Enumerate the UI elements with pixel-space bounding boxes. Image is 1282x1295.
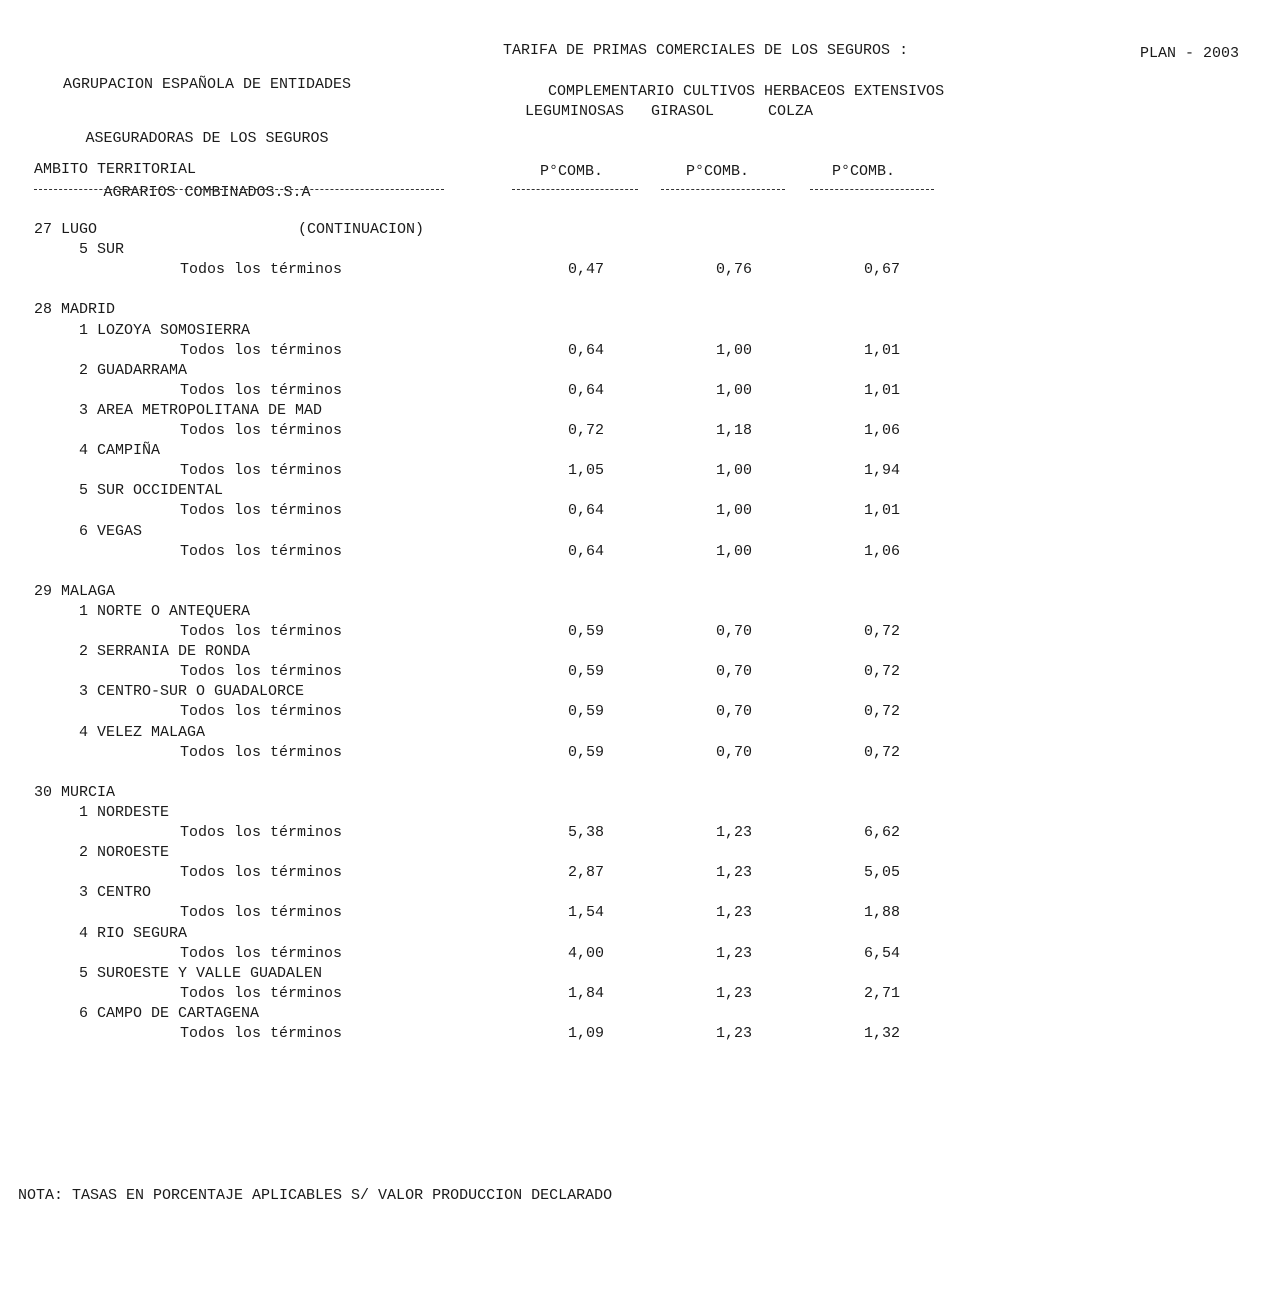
value-leguminosas: 0,59 — [567, 703, 604, 721]
table-row — [0, 382, 1282, 402]
zone-row — [0, 643, 1282, 663]
value-colza: 6,62 — [863, 824, 900, 841]
value-colza: 1,88 — [863, 904, 900, 922]
term-label: Todos los términos — [180, 422, 343, 439]
zone-row — [0, 442, 1282, 462]
value-colza: 0,72 — [863, 743, 900, 761]
zone-row — [0, 683, 1282, 703]
zone-name: 3 CENTRO-SUR O GUADALORCE — [79, 683, 305, 701]
term-label: Todos los términos — [180, 864, 343, 882]
zone-name: 1 NORTE O ANTEQUERA — [79, 602, 251, 620]
zone-name: 6 CAMPO DE CARTAGENA — [79, 1004, 260, 1022]
table-row — [0, 703, 1282, 723]
value-girasol: 1,00 — [715, 502, 752, 520]
value-leguminosas: 0,59 — [567, 743, 604, 761]
value-colza: 2,71 — [863, 984, 900, 1002]
value-leguminosas: 1,05 — [567, 462, 604, 480]
org-line-1: AGRUPACION ESPAÑOLA DE ENTIDADES — [62, 76, 352, 93]
value-leguminosas: 1,84 — [567, 984, 604, 1002]
value-colza: 6,54 — [863, 944, 900, 962]
column-header-territory: AMBITO TERRITORIAL — [34, 161, 197, 178]
column-header-girasol: P°COMB. — [686, 163, 750, 180]
org-line-3: AGRARIOS COMBINADOS.S.A — [103, 184, 311, 201]
province-row — [0, 784, 1282, 804]
value-colza: 0,72 — [863, 623, 900, 640]
footer-note: NOTA: TASAS EN PORCENTAJE APLICABLES S/ VALOR PRODUCCION DECLARADO — [18, 1187, 613, 1204]
value-girasol: 1,23 — [715, 904, 752, 922]
value-colza: 1,01 — [863, 341, 900, 359]
table-row — [0, 904, 1282, 924]
table-row — [0, 543, 1282, 563]
zone-row — [0, 241, 1282, 261]
zone-name: 2 SERRANIA DE RONDA — [79, 643, 251, 661]
zone-row — [0, 724, 1282, 744]
term-label: Todos los términos — [180, 502, 343, 520]
value-leguminosas: 0,59 — [567, 623, 604, 640]
value-leguminosas: 0,47 — [567, 261, 604, 279]
zone-row — [0, 925, 1282, 945]
table-row — [0, 744, 1282, 764]
term-label: Todos los términos — [180, 824, 343, 841]
value-colza: 1,06 — [863, 542, 900, 560]
value-girasol: 1,00 — [715, 341, 752, 359]
table-row — [0, 502, 1282, 522]
value-girasol: 1,00 — [715, 542, 752, 560]
zone-name: 4 RIO SEGURA — [79, 924, 188, 942]
value-leguminosas: 4,00 — [567, 944, 604, 962]
value-girasol: 0,70 — [715, 663, 752, 681]
column-header-colza: P°COMB. — [832, 163, 896, 180]
province-row — [0, 301, 1282, 321]
zone-row — [0, 804, 1282, 824]
value-colza: 1,06 — [863, 422, 900, 439]
term-label: Todos los términos — [180, 743, 343, 761]
org-line-2: ASEGURADORAS DE LOS SEGUROS — [85, 130, 329, 147]
value-colza: 5,05 — [863, 864, 900, 882]
value-leguminosas: 1,54 — [567, 904, 604, 922]
province-name: 28 MADRID — [34, 301, 116, 319]
table-row — [0, 824, 1282, 844]
value-leguminosas: 2,87 — [567, 864, 604, 882]
province-name: 30 MURCIA — [34, 783, 116, 801]
term-label: Todos los términos — [180, 984, 343, 1002]
zone-name: 3 CENTRO — [79, 884, 152, 902]
province-name: 27 LUGO — [34, 221, 98, 238]
table-row — [0, 663, 1282, 683]
table-row — [0, 342, 1282, 362]
value-girasol: 1,23 — [715, 1025, 752, 1042]
value-leguminosas: 0,64 — [567, 341, 604, 359]
zone-name: 6 VEGAS — [79, 522, 143, 540]
value-leguminosas: 0,64 — [567, 542, 604, 560]
term-label: Todos los términos — [180, 663, 343, 681]
value-girasol: 1,23 — [715, 864, 752, 882]
value-leguminosas: 1,09 — [567, 1025, 604, 1042]
table-row — [0, 422, 1282, 442]
term-label: Todos los términos — [180, 261, 343, 279]
value-leguminosas: 0,59 — [567, 663, 604, 681]
table-row — [0, 623, 1282, 643]
zone-name: 4 CAMPIÑA — [79, 442, 161, 460]
value-girasol: 1,23 — [715, 984, 752, 1002]
term-label: Todos los términos — [180, 703, 343, 721]
zone-row — [0, 603, 1282, 623]
value-colza: 1,94 — [863, 462, 900, 480]
document-subtitle: COMPLEMENTARIO CULTIVOS HERBACEOS EXTENSIVOS — [548, 83, 945, 100]
value-colza: 0,67 — [863, 261, 900, 279]
zone-name: 5 SUR OCCIDENTAL — [79, 482, 224, 500]
term-label: Todos los términos — [180, 1025, 343, 1042]
value-girasol: 0,70 — [715, 623, 752, 640]
term-label: Todos los términos — [180, 341, 343, 359]
value-leguminosas: 0,72 — [567, 422, 604, 439]
term-label: Todos los términos — [180, 904, 343, 922]
value-leguminosas: 5,38 — [567, 824, 604, 841]
zone-name: 5 SUROESTE Y VALLE GUADALEN — [79, 964, 323, 982]
value-girasol: 1,18 — [715, 422, 752, 439]
zone-row — [0, 523, 1282, 543]
value-colza: 0,72 — [863, 703, 900, 721]
value-girasol: 0,70 — [715, 703, 752, 721]
zone-row — [0, 322, 1282, 342]
zone-name: 3 AREA METROPOLITANA DE MAD — [79, 401, 323, 419]
zone-row — [0, 965, 1282, 985]
zone-name: 2 GUADARRAMA — [79, 361, 188, 379]
zone-name: 1 LOZOYA SOMOSIERRA — [79, 321, 251, 339]
term-label: Todos los términos — [180, 381, 343, 399]
term-label: Todos los términos — [180, 623, 343, 640]
value-girasol: 1,00 — [715, 462, 752, 480]
term-label: Todos los términos — [180, 462, 343, 480]
province-row — [0, 221, 1282, 241]
crop-column-names: LEGUMINOSAS GIRASOL COLZA — [525, 103, 814, 120]
table-row — [0, 261, 1282, 281]
table-row — [0, 945, 1282, 965]
value-colza: 1,01 — [863, 381, 900, 399]
table-row — [0, 985, 1282, 1005]
value-leguminosas: 0,64 — [567, 381, 604, 399]
zone-row — [0, 884, 1282, 904]
zone-row — [0, 482, 1282, 502]
zone-name: 4 VELEZ MALAGA — [79, 723, 206, 741]
value-colza: 1,01 — [863, 502, 900, 520]
value-colza: 0,72 — [863, 663, 900, 681]
table-row — [0, 864, 1282, 884]
value-girasol: 1,23 — [715, 824, 752, 841]
zone-row — [0, 844, 1282, 864]
value-leguminosas: 0,64 — [567, 502, 604, 520]
zone-row — [0, 402, 1282, 422]
table-row — [0, 1025, 1282, 1045]
zone-name: 1 NORDESTE — [79, 803, 170, 821]
zone-row — [0, 362, 1282, 382]
continuation-note: (CONTINUACION) — [298, 221, 425, 238]
zone-name: 2 NOROESTE — [79, 844, 170, 862]
value-girasol: 1,00 — [715, 381, 752, 399]
term-label: Todos los términos — [180, 944, 343, 962]
value-girasol: 0,76 — [715, 261, 752, 279]
term-label: Todos los términos — [180, 542, 343, 560]
value-colza: 1,32 — [863, 1025, 900, 1042]
table-row — [0, 462, 1282, 482]
document-title: TARIFA DE PRIMAS COMERCIALES DE LOS SEGUROS : — [503, 42, 909, 59]
column-header-leguminosas: P°COMB. — [540, 163, 604, 180]
plan-label: PLAN - 2003 — [1140, 45, 1240, 62]
zone-row — [0, 1005, 1282, 1025]
zone-name: 5 SUR — [79, 241, 125, 259]
value-girasol: 1,23 — [715, 944, 752, 962]
value-girasol: 0,70 — [715, 743, 752, 761]
province-row — [0, 583, 1282, 603]
province-name: 29 MALAGA — [34, 582, 116, 600]
